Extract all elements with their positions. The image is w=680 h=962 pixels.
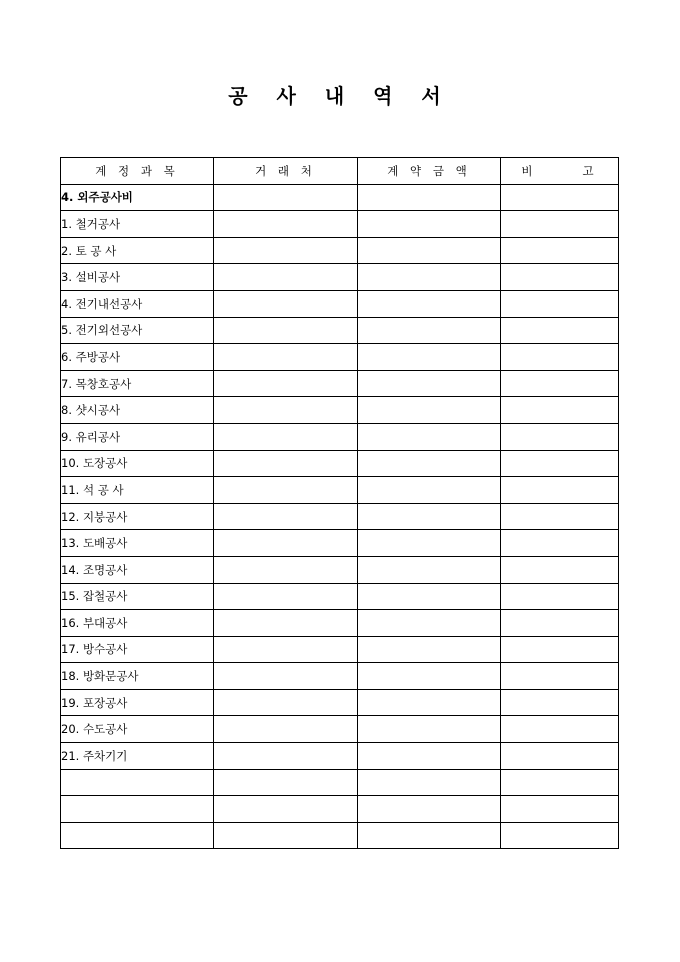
table-row <box>61 450 619 477</box>
remarks-cell[interactable] <box>501 610 619 637</box>
amount-cell[interactable] <box>358 743 501 770</box>
remarks-cell[interactable] <box>501 264 619 291</box>
amount-cell[interactable] <box>358 477 501 504</box>
table-row <box>61 636 619 663</box>
amount-cell[interactable] <box>358 663 501 690</box>
amount-cell[interactable] <box>358 636 501 663</box>
page-title: 공 사 내 역 서 <box>228 84 452 108</box>
table-row <box>61 610 619 637</box>
account-item: 7. 목창호공사 <box>61 370 214 397</box>
header-account: 계 정 과 목 <box>61 158 214 185</box>
account-item: 18. 방화문공사 <box>61 663 214 690</box>
table-row <box>61 344 619 371</box>
vendor-cell[interactable] <box>214 211 358 238</box>
amount-cell[interactable] <box>358 397 501 424</box>
vendor-cell[interactable] <box>214 450 358 477</box>
vendor-cell[interactable] <box>214 743 358 770</box>
account-item: 17. 방수공사 <box>61 636 214 663</box>
remarks-cell[interactable] <box>501 290 619 317</box>
table-row <box>61 583 619 610</box>
remarks-cell[interactable] <box>501 716 619 743</box>
vendor-cell[interactable] <box>214 317 358 344</box>
remarks-cell[interactable] <box>501 530 619 557</box>
account-item: 6. 주방공사 <box>61 344 214 371</box>
amount-cell[interactable] <box>358 796 501 823</box>
vendor-cell[interactable] <box>214 636 358 663</box>
section-row <box>61 184 619 211</box>
table-row <box>61 237 619 264</box>
vendor-cell[interactable] <box>214 689 358 716</box>
remarks-cell[interactable] <box>501 370 619 397</box>
amount-cell[interactable] <box>358 769 501 796</box>
vendor-cell[interactable] <box>214 344 358 371</box>
table-row <box>61 796 619 823</box>
table-row <box>61 290 619 317</box>
remarks-cell[interactable] <box>501 237 619 264</box>
vendor-cell[interactable] <box>214 556 358 583</box>
vendor-cell[interactable] <box>214 610 358 637</box>
remarks-cell[interactable] <box>501 796 619 823</box>
amount-cell[interactable] <box>358 423 501 450</box>
vendor-cell[interactable] <box>214 397 358 424</box>
vendor-cell[interactable] <box>214 184 358 211</box>
vendor-cell[interactable] <box>214 663 358 690</box>
account-item <box>61 769 214 796</box>
amount-cell[interactable] <box>358 503 501 530</box>
amount-cell[interactable] <box>358 370 501 397</box>
remarks-cell[interactable] <box>501 636 619 663</box>
amount-cell[interactable] <box>358 583 501 610</box>
header-vendor: 거 래 처 <box>214 158 358 185</box>
remarks-cell[interactable] <box>501 477 619 504</box>
remarks-cell[interactable] <box>501 689 619 716</box>
vendor-cell[interactable] <box>214 290 358 317</box>
vendor-cell[interactable] <box>214 370 358 397</box>
table-row <box>61 317 619 344</box>
table-row <box>61 689 619 716</box>
amount-cell[interactable] <box>358 689 501 716</box>
header-contract-amount: 계 약 금 액 <box>358 158 501 185</box>
account-item <box>61 822 214 849</box>
account-item: 2. 토 공 사 <box>61 237 214 264</box>
remarks-cell[interactable] <box>501 317 619 344</box>
section-label: 4. 외주공사비 <box>61 184 214 211</box>
amount-cell[interactable] <box>358 237 501 264</box>
amount-cell[interactable] <box>358 822 501 849</box>
remarks-cell[interactable] <box>501 344 619 371</box>
table-row <box>61 397 619 424</box>
account-item: 16. 부대공사 <box>61 610 214 637</box>
remarks-cell[interactable] <box>501 769 619 796</box>
amount-cell[interactable] <box>358 610 501 637</box>
amount-cell[interactable] <box>358 184 501 211</box>
vendor-cell[interactable] <box>214 423 358 450</box>
table-row <box>61 769 619 796</box>
account-item: 4. 전기내선공사 <box>61 290 214 317</box>
table-row <box>61 264 619 291</box>
account-item: 9. 유리공사 <box>61 423 214 450</box>
account-item <box>61 796 214 823</box>
work-detail-table <box>60 157 619 849</box>
vendor-cell[interactable] <box>214 769 358 796</box>
remarks-cell[interactable] <box>501 663 619 690</box>
table-row <box>61 716 619 743</box>
remarks-cell[interactable] <box>501 503 619 530</box>
table-row <box>61 423 619 450</box>
account-item: 13. 도배공사 <box>61 530 214 557</box>
vendor-cell[interactable] <box>214 477 358 504</box>
account-item: 20. 수도공사 <box>61 716 214 743</box>
remarks-cell[interactable] <box>501 397 619 424</box>
vendor-cell[interactable] <box>214 716 358 743</box>
header-row <box>61 158 619 185</box>
table-row <box>61 743 619 770</box>
account-item: 15. 잡철공사 <box>61 583 214 610</box>
vendor-cell[interactable] <box>214 264 358 291</box>
account-item: 8. 샷시공사 <box>61 397 214 424</box>
amount-cell[interactable] <box>358 556 501 583</box>
header-remarks: 비 고 <box>501 158 619 185</box>
vendor-cell[interactable] <box>214 583 358 610</box>
amount-cell[interactable] <box>358 530 501 557</box>
table-row <box>61 477 619 504</box>
account-item: 12. 지붕공사 <box>61 503 214 530</box>
table-row <box>61 822 619 849</box>
table-row <box>61 663 619 690</box>
table-row <box>61 530 619 557</box>
remarks-cell[interactable] <box>501 450 619 477</box>
amount-cell[interactable] <box>358 716 501 743</box>
account-item: 10. 도장공사 <box>61 450 214 477</box>
amount-cell[interactable] <box>358 290 501 317</box>
account-item: 1. 철거공사 <box>61 211 214 238</box>
amount-cell[interactable] <box>358 344 501 371</box>
remarks-cell[interactable] <box>501 743 619 770</box>
table-row <box>61 503 619 530</box>
amount-cell[interactable] <box>358 211 501 238</box>
amount-cell[interactable] <box>358 317 501 344</box>
amount-cell[interactable] <box>358 264 501 291</box>
vendor-cell[interactable] <box>214 503 358 530</box>
vendor-cell[interactable] <box>214 822 358 849</box>
account-item: 14. 조명공사 <box>61 556 214 583</box>
account-item: 11. 석 공 사 <box>61 477 214 504</box>
account-item: 3. 설비공사 <box>61 264 214 291</box>
remarks-cell[interactable] <box>501 583 619 610</box>
vendor-cell[interactable] <box>214 796 358 823</box>
amount-cell[interactable] <box>358 450 501 477</box>
vendor-cell[interactable] <box>214 237 358 264</box>
account-item: 5. 전기외선공사 <box>61 317 214 344</box>
remarks-cell[interactable] <box>501 822 619 849</box>
table-row <box>61 370 619 397</box>
vendor-cell[interactable] <box>214 530 358 557</box>
remarks-cell[interactable] <box>501 211 619 238</box>
table-row <box>61 211 619 238</box>
table-row <box>61 556 619 583</box>
remarks-cell[interactable] <box>501 184 619 211</box>
account-item: 21. 주차기기 <box>61 743 214 770</box>
account-item: 19. 포장공사 <box>61 689 214 716</box>
remarks-cell[interactable] <box>501 556 619 583</box>
remarks-cell[interactable] <box>501 423 619 450</box>
